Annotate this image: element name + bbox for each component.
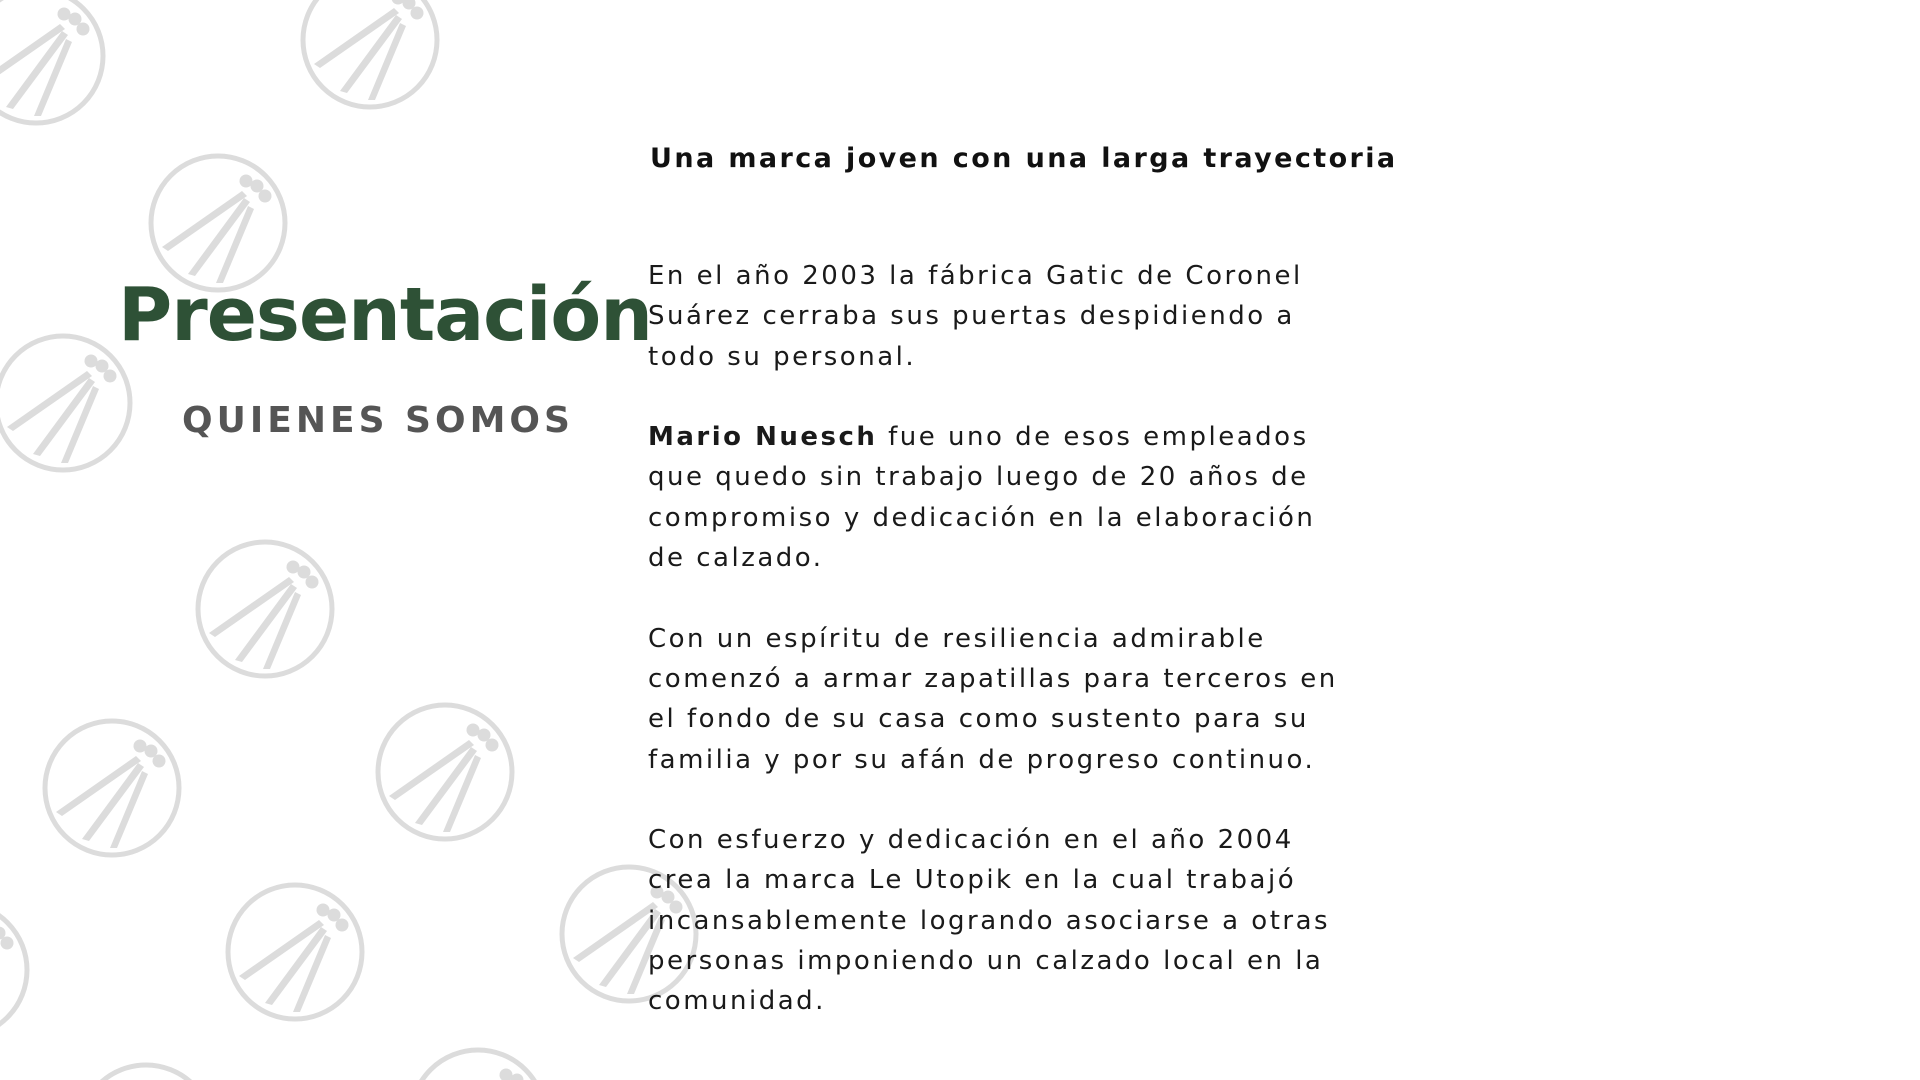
text-line: comenzó a armar zapatillas para terceros en [648, 663, 1338, 694]
text-line: el fondo de su casa como sustento para su [648, 704, 1309, 735]
brand-mark-icon [406, 1045, 550, 1080]
brand-mark-icon [40, 716, 184, 860]
text-fragment: fue uno de esos empleados [877, 422, 1309, 453]
person-name: Mario Nuesch [648, 422, 878, 453]
text-line: de calzado. [648, 543, 824, 574]
text-line: incansablemente logrando asociarse a otras [648, 905, 1331, 936]
brand-mark-icon [0, 898, 32, 1042]
body-text [648, 256, 1448, 1062]
brand-mark-icon [373, 700, 517, 844]
brand-mark-icon [223, 880, 367, 1024]
page-title: Presentación [118, 272, 652, 358]
text-line: comunidad. [648, 986, 826, 1017]
brand-mark-icon [0, 0, 108, 128]
section-heading: Una marca joven con una larga trayectoria [650, 143, 1398, 174]
brand-mark-icon [74, 1060, 218, 1080]
text-line: todo su personal. [648, 341, 917, 372]
brand-mark-icon [193, 537, 337, 681]
text-line [648, 417, 1448, 457]
page-subtitle: QUIENES SOMOS [182, 400, 574, 441]
paragraph [648, 417, 1448, 578]
brand-mark-icon [298, 0, 442, 112]
text-line: que quedo sin trabajo luego de 20 años de [648, 462, 1309, 493]
paragraph [648, 820, 1448, 1021]
text-line: familia y por su afán de progreso continuo. [648, 744, 1316, 775]
text-line: En el año 2003 la fábrica Gatic de Coronel [648, 261, 1303, 291]
paragraph [648, 619, 1448, 780]
text-line: Con un espíritu de resiliencia admirable [648, 623, 1266, 654]
text-line: compromiso y dedicación en la elaboración [648, 502, 1316, 533]
paragraph [648, 256, 1448, 377]
text-line: personas imponiendo un calzado local en la [648, 946, 1324, 977]
brand-mark-icon [0, 331, 135, 475]
text-line: Suárez cerraba sus puertas despidiendo a [648, 301, 1295, 332]
text-line: crea la marca Le Utopik en la cual trabajó [648, 865, 1297, 896]
text-line: Con esfuerzo y dedicación en el año 2004 [648, 825, 1294, 856]
